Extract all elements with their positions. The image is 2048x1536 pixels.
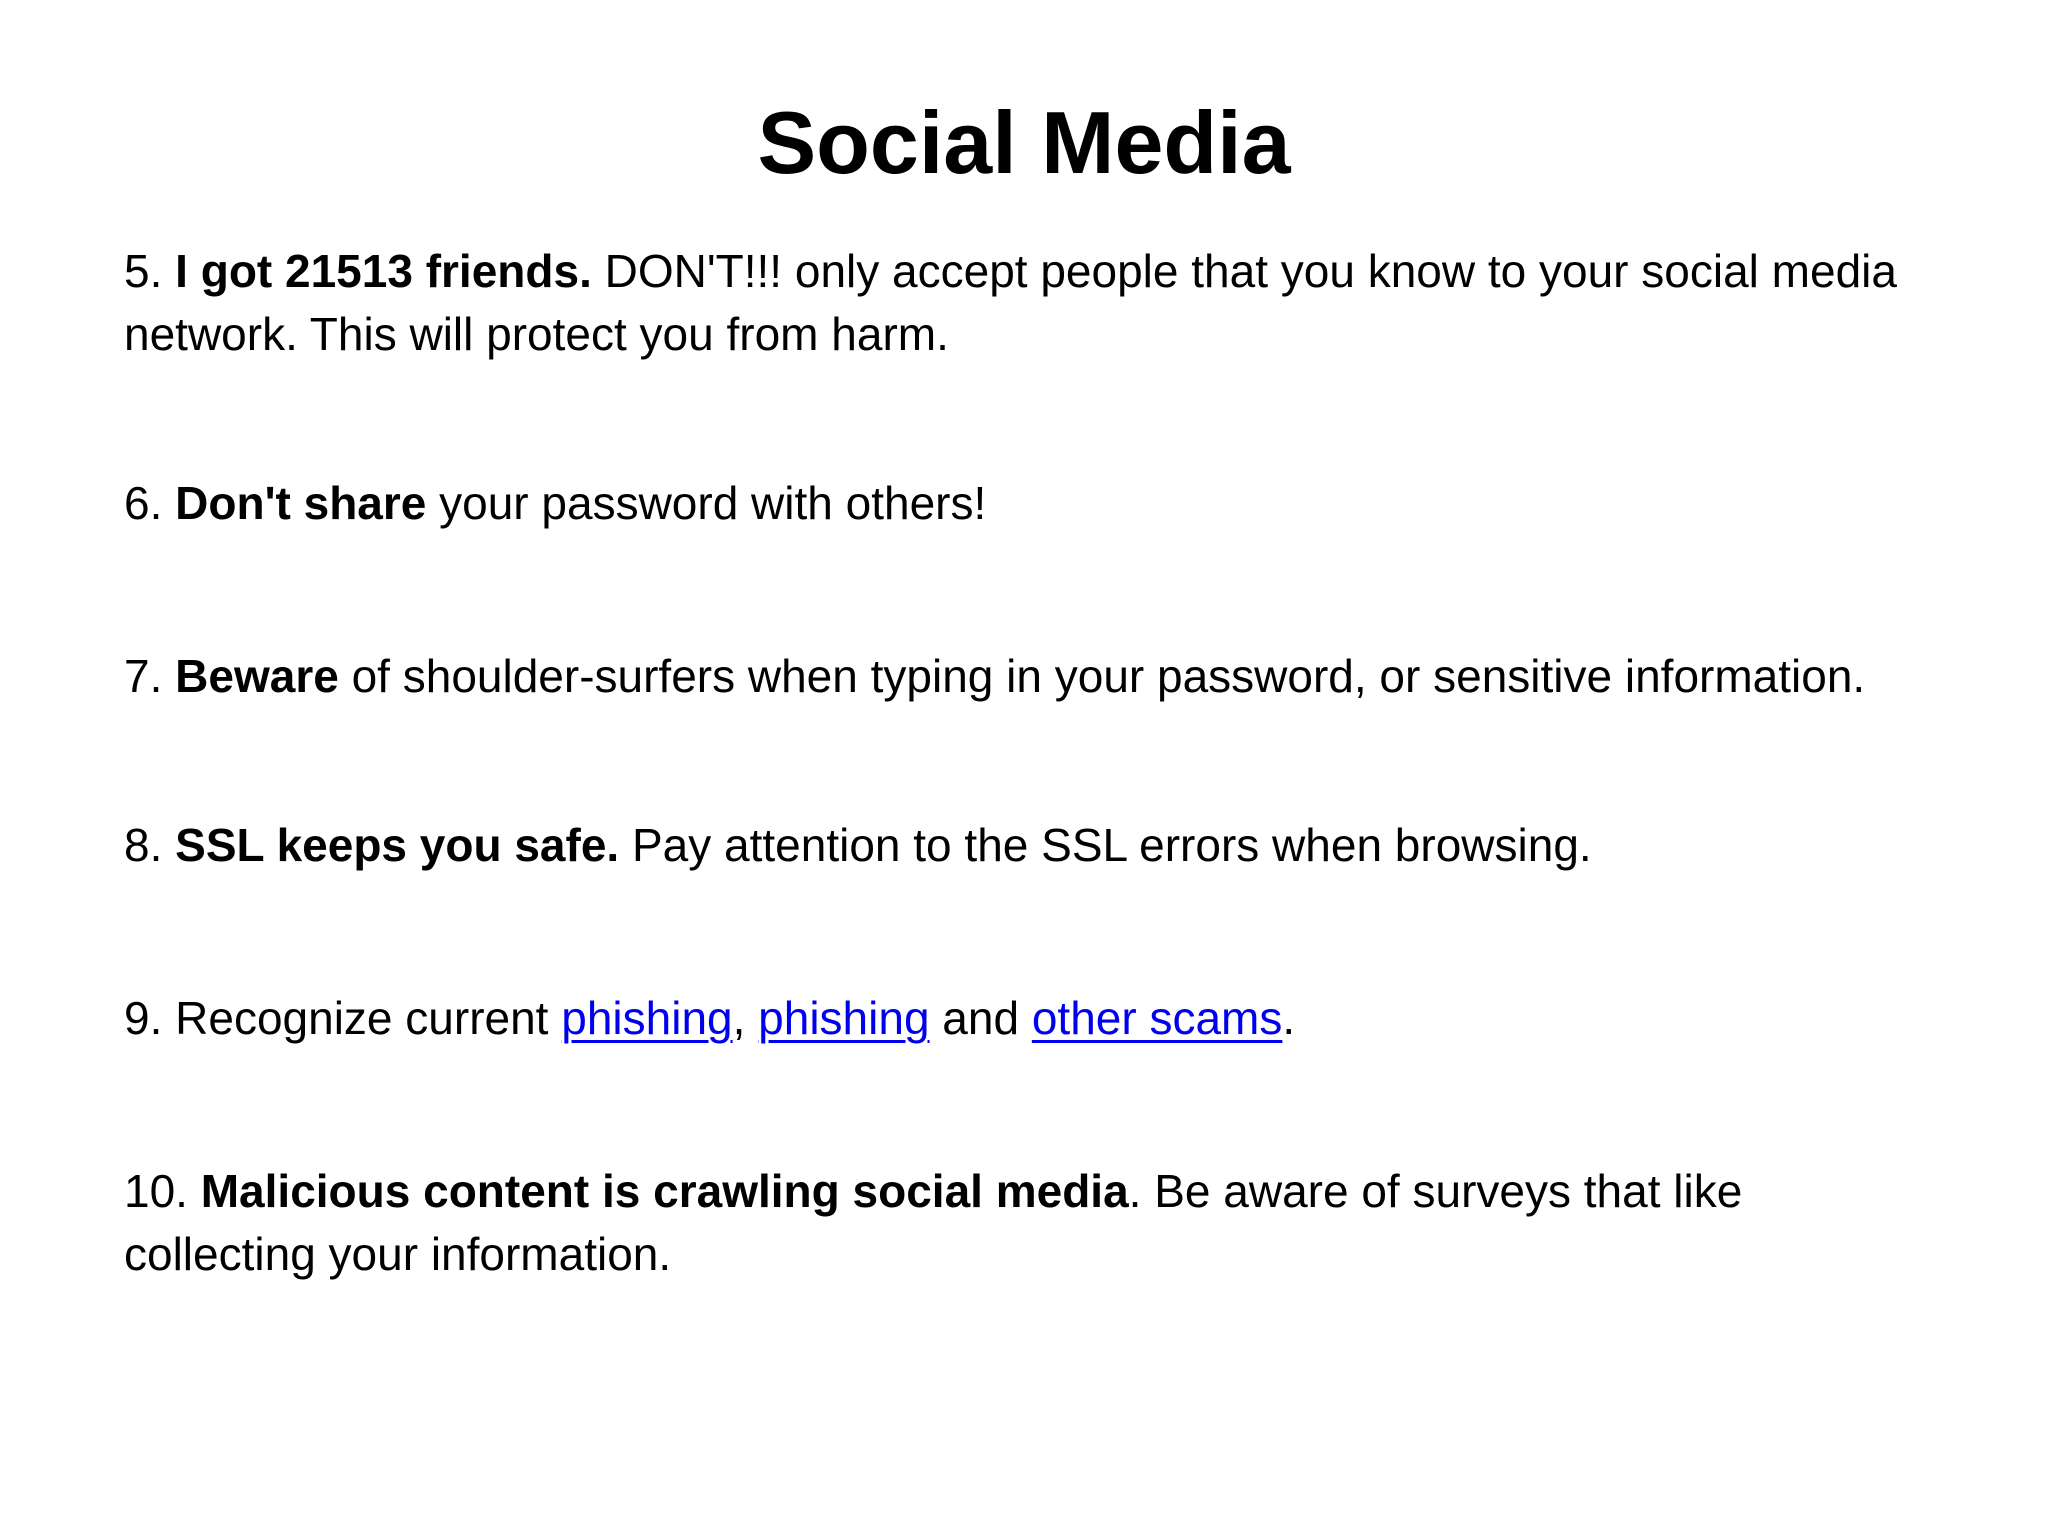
item-heading: SSL keeps you safe. xyxy=(175,819,620,871)
list-item-10 xyxy=(124,1160,1924,1286)
slide-title: Social Media xyxy=(757,93,1291,192)
list-item-9 xyxy=(124,987,1924,1050)
item-text: your password with others! xyxy=(426,477,987,529)
item-text: Recognize current xyxy=(175,992,562,1044)
list-item-7 xyxy=(124,645,1924,708)
item-separator: , xyxy=(732,992,759,1044)
item-number: 8. xyxy=(124,819,176,871)
item-heading: I got 21513 friends. xyxy=(175,245,592,297)
item-text: . Be aware of surveys that like collecting your information. xyxy=(124,1165,1756,1280)
phishing-link[interactable]: phishing xyxy=(561,992,733,1044)
item-end: . xyxy=(1282,992,1296,1044)
item-text: of shoulder-surfers when typing in your password, or sensitive information. xyxy=(338,650,1866,702)
item-number: 6. xyxy=(124,477,176,529)
tips-list xyxy=(124,240,1924,1286)
phishing-link-2[interactable]: phishing xyxy=(758,992,930,1044)
item-heading: Malicious content is crawling social media xyxy=(200,1165,1129,1217)
list-item-8 xyxy=(124,814,1924,877)
item-number: 9. xyxy=(124,992,176,1044)
list-item-6 xyxy=(124,472,1924,535)
item-number: 7. xyxy=(124,650,176,702)
item-text: Pay attention to the SSL errors when browsing. xyxy=(619,819,1592,871)
item-number: 10. xyxy=(124,1165,201,1217)
item-heading: Don't share xyxy=(175,477,427,529)
item-separator: and xyxy=(929,992,1032,1044)
item-number: 5. xyxy=(124,245,176,297)
list-item-5 xyxy=(124,240,1924,366)
other-scams-link[interactable]: other scams xyxy=(1031,992,1283,1044)
item-text: DON'T!!! only accept people that you know to your social media network. This will protect you from harm. xyxy=(124,245,1910,360)
item-heading: Beware xyxy=(175,650,339,702)
